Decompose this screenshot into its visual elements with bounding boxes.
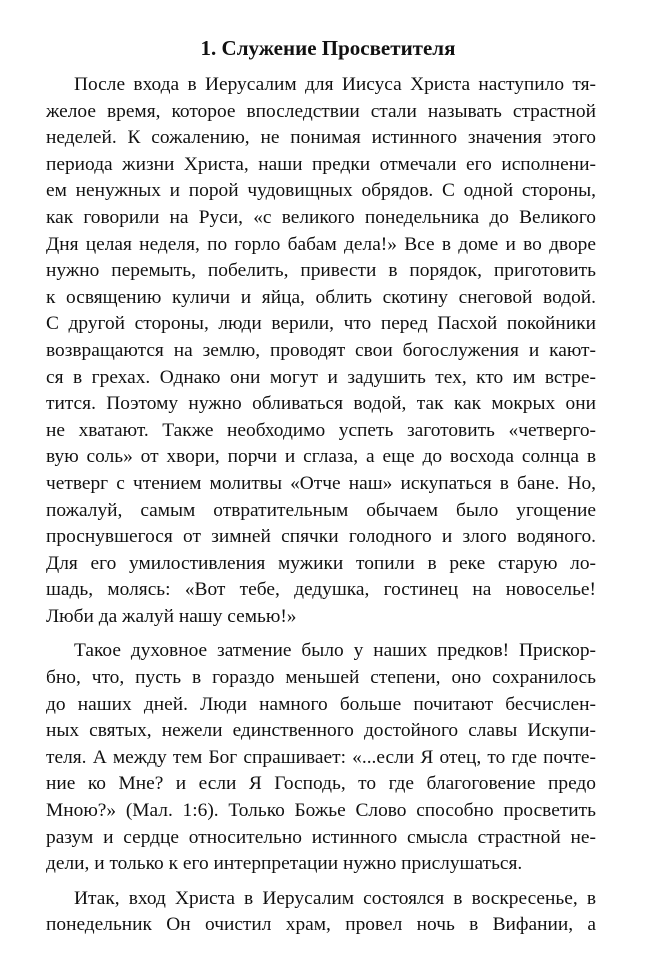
paragraph-1: [46, 72, 596, 630]
text-line: как говорили на Руси, «с великого понедельника до Великого: [46, 206, 596, 228]
text-line: желое время, которое впоследствии стали называть страстной: [46, 100, 596, 122]
text-line: ных святых, нежели единственного достойного славы Искупи-: [46, 720, 596, 742]
text-line: возвращаются на землю, проводят свои богослужения и кают-: [46, 339, 596, 361]
text-line: к освящению куличи и яйца, облить скотину снеговой водой.: [46, 286, 596, 308]
text-line: пожалуй, самым отвратительным обычаем было угощение: [46, 499, 596, 521]
text-line: Итак, вход Христа в Иерусалим состоялся в воскресенье, в: [74, 887, 596, 909]
text-line: ем ненужных и порой чудовищных обрядов. С одной стороны,: [46, 180, 596, 202]
text-line: ся в грехах. Однако они могут и задушить тех, кто им встре-: [46, 366, 596, 388]
text-line: дели, и только к его интерпретации нужно прислушаться.: [46, 853, 523, 875]
text-line: шадь, молясь: «Вот тебе, дедушка, гостинец на новоселье!: [46, 579, 596, 601]
text-line: до наших дней. Люди намного больше почитают бесчислен-: [46, 693, 596, 715]
text-line: ние ко Мне? и если Я Господь, то где благоговение предо: [46, 773, 596, 795]
text-line: разум и сердце относительно истинного смысла страстной не-: [46, 826, 596, 848]
text-line: С другой стороны, люди верили, что перед Пасхой покойники: [46, 313, 596, 335]
text-line: бно, что, пусть в гораздо меньшей степени, оно сохранилось: [46, 667, 596, 689]
text-line: Люби да жалуй нашу семью!»: [46, 605, 297, 627]
text-line: не хватают. Также необходимо успеть заготовить «четверго-: [46, 419, 596, 441]
text-line: Дня целая неделя, по горло бабам дела!» Все в доме и во дворе: [46, 233, 596, 255]
text-line: четверг с чтением молитвы «Отче наш» искупаться в бане. Но,: [46, 472, 596, 494]
text-line: тится. Поэтому нужно обливаться водой, так как мокрых они: [46, 393, 596, 415]
text-line: Для его умилостивления мужики топили в реке старую ло-: [46, 552, 596, 574]
text-line: теля. А между тем Бог спрашивает: «...если Я отец, то где почте-: [46, 746, 596, 768]
paragraph-3: [46, 886, 596, 939]
text-line: После входа в Иерусалим для Иисуса Христа наступило тя-: [74, 74, 596, 95]
text-line: вую соль» от хвори, порчи и сглаза, а еще до восхода солнца в: [46, 446, 596, 468]
text-line: проснувшегося от зимней спячки голодного и злого водяного.: [46, 526, 596, 548]
text-line: Такое духовное затмение было у наших предков! Прискор-: [74, 640, 596, 662]
text-line: понедельник Он очистил храм, провел ночь в Вифании, а: [46, 914, 596, 936]
chapter-title: 1. Служение Просветителя: [200, 36, 456, 60]
paragraph-2: [46, 638, 596, 877]
text-line: Мною?» (Мал. 1:6). Только Божье Слово способно просветить: [46, 800, 596, 822]
text-line: неделей. К сожалению, не понимая истинного значения этого: [46, 127, 596, 149]
text-line: нужно перемыть, побелить, привести в порядок, приготовить: [46, 260, 596, 282]
text-line: периода жизни Христа, наши предки отмечали его исполнени-: [46, 153, 596, 175]
book-page: [46, 34, 596, 947]
